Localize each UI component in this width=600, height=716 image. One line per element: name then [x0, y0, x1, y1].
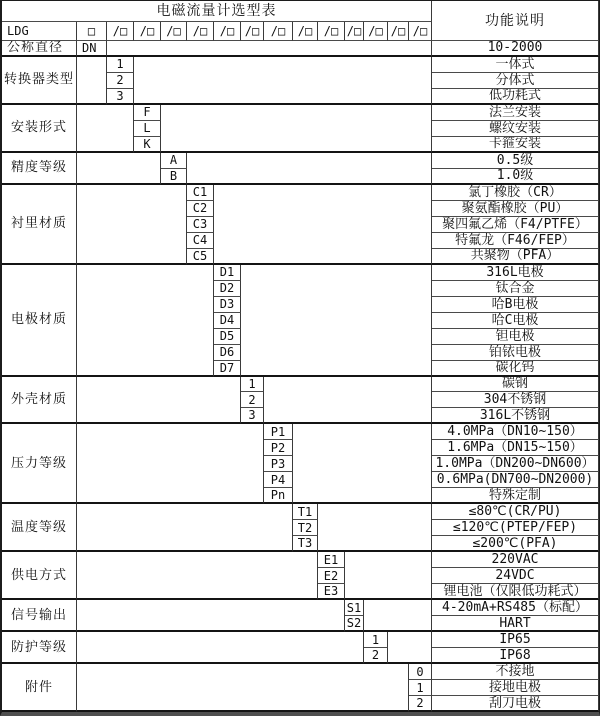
spacer-left	[77, 504, 293, 552]
field-label: 信号输出	[2, 600, 77, 632]
option-code: D2	[214, 281, 241, 297]
spacer-left	[77, 664, 409, 712]
model-slot-box: /□	[388, 22, 409, 41]
option-code: 1	[241, 377, 264, 393]
diameter-label: 公称直径	[2, 41, 77, 57]
spacer-right	[134, 57, 432, 105]
option-desc: 碳钢	[432, 377, 599, 393]
option-code: C5	[187, 249, 214, 265]
option-desc: 220VAC	[432, 552, 599, 568]
spacer-right	[241, 265, 432, 377]
option-desc: 法兰安装	[432, 105, 599, 121]
option-code: C3	[187, 217, 214, 233]
option-code: 2	[409, 696, 432, 712]
field-label: 供电方式	[2, 552, 77, 600]
model-prefix: LDG	[2, 22, 77, 41]
model-base-box: □	[77, 22, 107, 41]
option-code: T2	[293, 520, 318, 536]
spacer-left	[77, 185, 187, 265]
option-desc: 低功耗式	[432, 89, 599, 105]
option-desc: 碳化钨	[432, 361, 599, 377]
option-desc: 聚四氟乙烯（F4/PTFE）	[432, 217, 599, 233]
model-slot-box: /□	[187, 22, 214, 41]
option-code: C4	[187, 233, 214, 249]
option-code: C1	[187, 185, 214, 201]
spacer-right	[214, 185, 432, 265]
option-code: D6	[214, 345, 241, 361]
option-desc: 一体式	[432, 57, 599, 73]
option-code: 3	[241, 408, 264, 424]
diameter-desc: 10-2000	[432, 41, 599, 57]
option-code: 1	[409, 680, 432, 696]
option-desc: IP65	[432, 632, 599, 648]
option-code: E3	[318, 584, 345, 600]
option-code: 3	[107, 89, 134, 105]
option-desc: 锂电池（仅限低功耗式）	[432, 584, 599, 600]
option-code: P3	[264, 456, 293, 472]
model-slot-box: /□	[318, 22, 345, 41]
model-slot-box: /□	[241, 22, 264, 41]
spacer-left	[77, 552, 318, 600]
field-label: 安装形式	[2, 105, 77, 153]
option-desc: 24VDC	[432, 568, 599, 584]
diameter-code: DN	[77, 41, 107, 57]
option-desc: 螺纹安装	[432, 121, 599, 137]
option-desc: 共聚物（PFA）	[432, 249, 599, 265]
spacer-left	[77, 57, 107, 105]
option-code: E2	[318, 568, 345, 584]
option-code: D1	[214, 265, 241, 281]
field-label: 压力等级	[2, 424, 77, 504]
option-desc: HART	[432, 616, 599, 632]
option-desc: 4.0MPa（DN10~150）	[432, 424, 599, 440]
option-code: Pn	[264, 488, 293, 504]
field-label: 转换器类型	[2, 57, 77, 105]
spacer-left	[77, 105, 134, 153]
field-label: 电极材质	[2, 265, 77, 377]
option-code: 2	[241, 392, 264, 408]
option-code: P4	[264, 472, 293, 488]
spacer-left	[77, 265, 214, 377]
spacer-right	[161, 105, 432, 153]
field-label: 防护等级	[2, 632, 77, 664]
field-label: 外壳材质	[2, 377, 77, 425]
spacer-right	[187, 153, 432, 185]
option-code: D4	[214, 313, 241, 329]
model-slot-box: /□	[161, 22, 187, 41]
option-code: T1	[293, 504, 318, 520]
model-slot-box: /□	[214, 22, 241, 41]
option-desc: 分体式	[432, 73, 599, 89]
field-label: 精度等级	[2, 153, 77, 185]
option-code: L	[134, 121, 161, 137]
diameter-spacer	[107, 41, 432, 57]
option-code: 2	[107, 73, 134, 89]
option-desc: 接地电极	[432, 680, 599, 696]
spacer-right	[264, 377, 432, 425]
option-desc: IP68	[432, 648, 599, 664]
model-slot-box: /□	[264, 22, 293, 41]
model-slot-box: /□	[134, 22, 161, 41]
option-code: P2	[264, 440, 293, 456]
option-desc: 316L电极	[432, 265, 599, 281]
option-code: F	[134, 105, 161, 121]
option-desc: ≤80℃(CR/PU)	[432, 504, 599, 520]
option-desc: 氯丁橡胶（CR）	[432, 185, 599, 201]
option-desc: 聚氨酯橡胶（PU）	[432, 201, 599, 217]
spacer-right	[388, 632, 432, 664]
model-slot-box: /□	[293, 22, 318, 41]
model-slot-box: /□	[409, 22, 432, 41]
option-desc: 316L不锈钢	[432, 408, 599, 424]
option-desc: ≤120℃(PTEP/FEP)	[432, 520, 599, 536]
option-desc: 哈B电极	[432, 297, 599, 313]
function-column-header: 功能说明	[432, 1, 599, 41]
option-code: D3	[214, 297, 241, 313]
option-desc: 0.5级	[432, 153, 599, 169]
option-code: D7	[214, 361, 241, 377]
option-code: 1	[364, 632, 388, 648]
option-code: S2	[345, 616, 364, 632]
option-desc: ≤200℃(PFA)	[432, 536, 599, 552]
option-desc: 哈C电极	[432, 313, 599, 329]
option-code: 2	[364, 648, 388, 664]
option-desc: 刮刀电极	[432, 696, 599, 712]
option-code: T3	[293, 536, 318, 552]
spacer-left	[77, 632, 364, 664]
option-code: 1	[107, 57, 134, 73]
field-label: 衬里材质	[2, 185, 77, 265]
spacer-left	[77, 153, 161, 185]
option-desc: 钽电极	[432, 329, 599, 345]
model-slot-box: /□	[364, 22, 388, 41]
option-desc: 1.6MPa（DN15~150）	[432, 440, 599, 456]
model-slot-box: /□	[345, 22, 364, 41]
option-desc: 1.0MPa（DN200~DN600）	[432, 456, 599, 472]
option-code: E1	[318, 552, 345, 568]
table-title: 电磁流量计选型表	[2, 1, 432, 22]
option-code: 0	[409, 664, 432, 680]
option-code: C2	[187, 201, 214, 217]
spacer-right	[318, 504, 432, 552]
option-code: K	[134, 137, 161, 153]
option-desc: 特殊定制	[432, 488, 599, 504]
field-label: 温度等级	[2, 504, 77, 552]
model-slot-box: /□	[107, 22, 134, 41]
spacer-left	[77, 600, 345, 632]
option-desc: 1.0级	[432, 169, 599, 185]
option-desc: 铂铱电极	[432, 345, 599, 361]
option-desc: 4-20mA+RS485（标配）	[432, 600, 599, 616]
spacer-left	[77, 377, 241, 425]
option-desc: 卡箍安装	[432, 137, 599, 153]
spacer-right	[364, 600, 432, 632]
spacer-right	[293, 424, 432, 504]
option-code: P1	[264, 424, 293, 440]
option-code: D5	[214, 329, 241, 345]
option-desc: 0.6MPa(DN700~DN2000)	[432, 472, 599, 488]
spacer-left	[77, 424, 264, 504]
option-code: A	[161, 153, 187, 169]
option-code: S1	[345, 600, 364, 616]
field-label: 附件	[2, 664, 77, 712]
spacer-right	[345, 552, 432, 600]
option-desc: 特氟龙（F46/FEP）	[432, 233, 599, 249]
option-code: B	[161, 169, 187, 185]
option-desc: 304不锈钢	[432, 392, 599, 408]
option-desc: 钛合金	[432, 281, 599, 297]
option-desc: 不接地	[432, 664, 599, 680]
